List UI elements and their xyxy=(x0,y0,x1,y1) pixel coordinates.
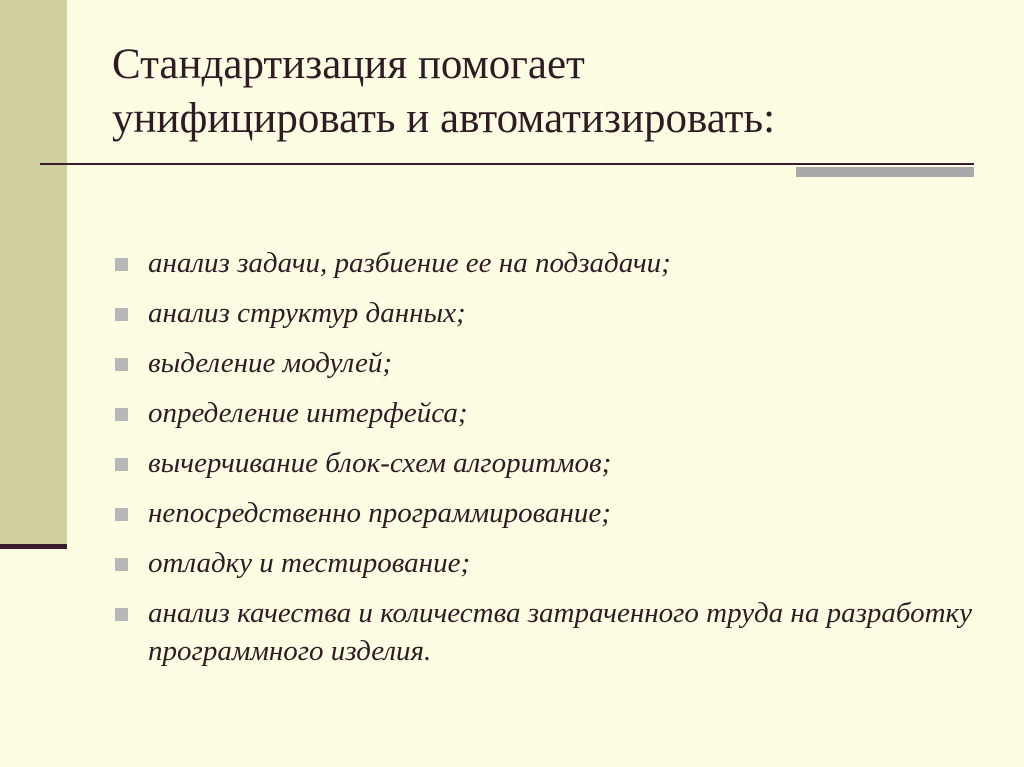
square-bullet-icon xyxy=(115,458,128,471)
bullet-text: непосредственно программирование; xyxy=(148,497,611,529)
square-bullet-icon xyxy=(115,308,128,321)
bullet-text: вычерчивание блок-схем алгоритмов; xyxy=(148,447,612,479)
bullet-text: анализ задачи, разбиение ее на подзадачи; xyxy=(148,247,671,279)
bullet-item xyxy=(112,444,992,482)
side-bar-rule xyxy=(0,544,67,549)
bullet-text: выделение модулей; xyxy=(148,347,393,379)
slide-title-line-1: Стандартизация помогает xyxy=(112,41,585,88)
slide-title-line-2: унифицировать и автоматизировать: xyxy=(112,95,776,142)
bullet-item xyxy=(112,544,992,582)
bullet-item xyxy=(112,394,992,432)
bullet-text: отладку и тестирование; xyxy=(148,547,471,579)
bullet-list xyxy=(112,244,992,682)
bullet-text: определение интерфейса; xyxy=(148,397,468,429)
bullet-text: анализ качества и количества затраченного труда на разработку программного изделия. xyxy=(148,597,972,667)
square-bullet-icon xyxy=(115,408,128,421)
square-bullet-icon xyxy=(115,608,128,621)
bullet-item xyxy=(112,494,992,532)
square-bullet-icon xyxy=(115,358,128,371)
bullet-item xyxy=(112,294,992,332)
decorative-side-bar xyxy=(0,0,67,546)
bullet-item xyxy=(112,244,992,282)
title-underline-rule xyxy=(40,163,974,165)
slide-title xyxy=(112,38,992,146)
square-bullet-icon xyxy=(115,508,128,521)
title-accent-bar xyxy=(796,167,974,177)
square-bullet-icon xyxy=(115,558,128,571)
square-bullet-icon xyxy=(115,258,128,271)
bullet-item xyxy=(112,594,992,670)
bullet-text: анализ структур данных; xyxy=(148,297,466,329)
bullet-item xyxy=(112,344,992,382)
